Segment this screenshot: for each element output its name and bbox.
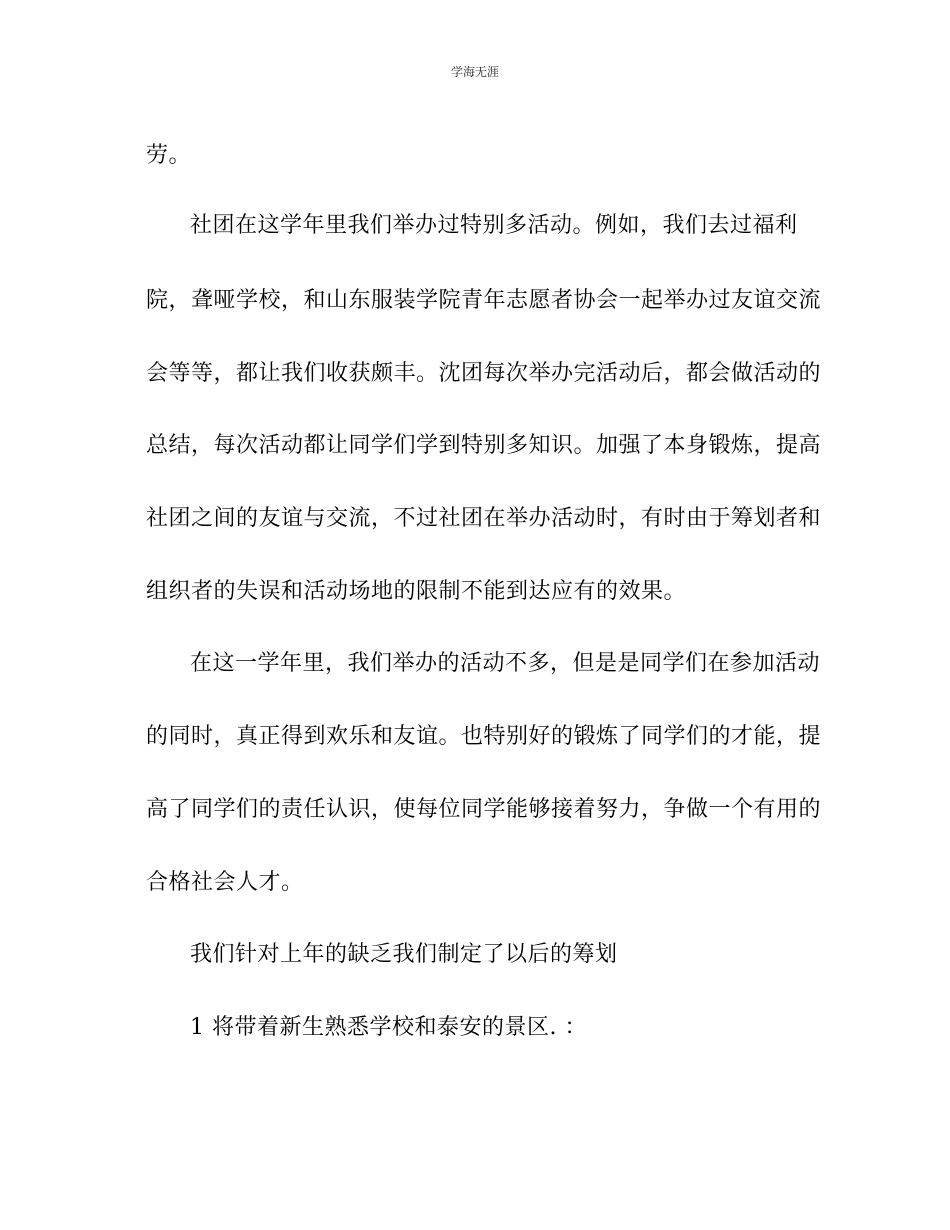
page-header: 学海无涯 [450, 65, 499, 79]
text-line: 的同时，真正得到欢乐和友谊。也特别好的锻炼了同学们的才能，提 [146, 724, 822, 749]
text-line: 1 将带着新生熟悉学校和泰安的景区. ： [190, 1015, 587, 1040]
text-line: 合格社会人才。 [146, 870, 304, 895]
text-line: 我们针对上年的缺乏我们制定了以后的筹划 [190, 942, 618, 967]
text-line: 在这一学年里，我们举办的活动不多，但是是同学们在参加活动 [190, 651, 821, 676]
text-line: 会等等，都让我们收获颇丰。沈团每次举办完活动后，都会做活动的 [146, 361, 822, 386]
text-line: 总结，每次活动都让同学们学到特别多知识。加强了本身锻炼，提高 [146, 433, 822, 458]
text-line: 高了同学们的责任认识，使每位同学能够接着努力，争做一个有用的 [146, 797, 822, 822]
text-line: 组织者的失误和活动场地的限制不能到达应有的效果。 [146, 579, 687, 604]
text-line: 社团之间的友谊与交流，不过社团在举办活动时，有时由于筹划者和 [146, 506, 822, 531]
text-line: 劳。 [146, 143, 192, 168]
text-line: 社团在这学年里我们举办过特别多活动。例如，我们去过福利 [190, 213, 798, 238]
text-line: 院，聋哑学校，和山东服装学院青年志愿者协会一起举办过友谊交流 [146, 288, 822, 313]
